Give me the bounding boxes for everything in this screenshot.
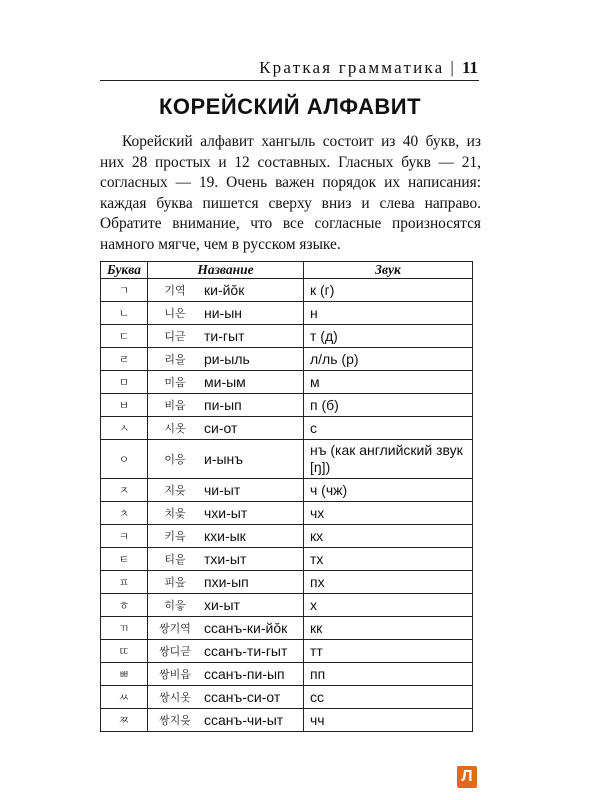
- page-title: КОРЕЙСКИЙ АЛФАВИТ: [158, 94, 422, 119]
- korean-name-cell: 쌍비읍: [148, 663, 203, 686]
- letter-cell: ㅈ: [101, 479, 148, 502]
- sound-cell: кх: [304, 525, 473, 548]
- name-cell: и-ынъ: [202, 440, 304, 479]
- table-row: [101, 502, 473, 525]
- name-cell: ми-ым: [202, 371, 304, 394]
- name-cell: ссанъ-си-от: [202, 686, 304, 709]
- name-cell: пхи-ып: [202, 571, 304, 594]
- letter-cell: ㄹ: [101, 348, 148, 371]
- letter-cell: ㄴ: [101, 302, 148, 325]
- table-row: [101, 709, 473, 732]
- name-cell: ки-йŏк: [202, 279, 304, 302]
- name-cell: чхи-ыт: [202, 502, 304, 525]
- running-head: [0, 58, 478, 78]
- korean-name-cell: 히읗: [148, 594, 203, 617]
- table-row: [101, 479, 473, 502]
- table-row: [101, 617, 473, 640]
- korean-name-cell: 이응: [148, 440, 203, 479]
- header-name: Название: [148, 262, 304, 279]
- table-header-row: [101, 262, 473, 279]
- table-row: [101, 371, 473, 394]
- sound-cell: сс: [304, 686, 473, 709]
- korean-name-cell: 쌍시옷: [148, 686, 203, 709]
- letter-cell: ㅆ: [101, 686, 148, 709]
- sound-cell: нъ (как английский звук [ŋ]): [304, 440, 473, 479]
- name-cell: тхи-ыт: [202, 548, 304, 571]
- name-cell: ри-ыль: [202, 348, 304, 371]
- letter-cell: ㅍ: [101, 571, 148, 594]
- letter-cell: ㅌ: [101, 548, 148, 571]
- sound-cell: кк: [304, 617, 473, 640]
- sound-cell: п (б): [304, 394, 473, 417]
- sound-cell: х: [304, 594, 473, 617]
- table-row: [101, 594, 473, 617]
- section-title: Краткая грамматика: [259, 58, 445, 77]
- header-separator: |: [450, 58, 456, 77]
- sound-cell: тт: [304, 640, 473, 663]
- page-number: 11: [461, 58, 478, 77]
- korean-name-cell: 티읕: [148, 548, 203, 571]
- korean-name-cell: 지읒: [148, 479, 203, 502]
- korean-name-cell: 미음: [148, 371, 203, 394]
- intro-paragraph: Корейский алфавит хангыль состоит из 40 букв, из них 28 простых и 12 составных. Гласных букв — 21, согласных — 19. Очень важен порядок их написания: каждая буква пишется сверху вниз и слева направо. Обратите внимание, что все согласные произносятся намного мягче, чем в русском языке.: [100, 133, 481, 253]
- letter-cell: ㅁ: [101, 371, 148, 394]
- korean-name-cell: 피읖: [148, 571, 203, 594]
- korean-name-cell: 디귿: [148, 325, 203, 348]
- name-cell: ссанъ-чи-ыт: [202, 709, 304, 732]
- letter-cell: ㅇ: [101, 440, 148, 479]
- korean-name-cell: 기역: [148, 279, 203, 302]
- name-cell: ни-ын: [202, 302, 304, 325]
- korean-name-cell: 키읔: [148, 525, 203, 548]
- name-cell: си-от: [202, 417, 304, 440]
- header-letter: Буква: [101, 262, 148, 279]
- name-cell: ссанъ-ти-гыт: [202, 640, 304, 663]
- sound-cell: л/ль (р): [304, 348, 473, 371]
- korean-name-cell: 쌍디귿: [148, 640, 203, 663]
- publisher-logo: Л: [457, 766, 477, 788]
- table-body: [101, 279, 473, 732]
- sound-cell: пх: [304, 571, 473, 594]
- sound-cell: тх: [304, 548, 473, 571]
- letter-cell: ㅎ: [101, 594, 148, 617]
- name-cell: хи-ыт: [202, 594, 304, 617]
- letter-cell: ㅋ: [101, 525, 148, 548]
- alphabet-table: [100, 261, 473, 732]
- header-sound: Звук: [304, 262, 473, 279]
- korean-name-cell: 쌍기역: [148, 617, 203, 640]
- table-row: [101, 640, 473, 663]
- korean-name-cell: 리을: [148, 348, 203, 371]
- korean-name-cell: 비읍: [148, 394, 203, 417]
- sound-cell: ч (чж): [304, 479, 473, 502]
- name-cell: ти-гыт: [202, 325, 304, 348]
- letter-cell: ㅅ: [101, 417, 148, 440]
- korean-name-cell: 쌍지읒: [148, 709, 203, 732]
- table-row: [101, 325, 473, 348]
- name-cell: ссанъ-пи-ып: [202, 663, 304, 686]
- table-row: [101, 571, 473, 594]
- letter-cell: ㄱ: [101, 279, 148, 302]
- sound-cell: с: [304, 417, 473, 440]
- sound-cell: чх: [304, 502, 473, 525]
- letter-cell: ㅉ: [101, 709, 148, 732]
- letter-cell: ㄲ: [101, 617, 148, 640]
- letter-cell: ㅂ: [101, 394, 148, 417]
- sound-cell: пп: [304, 663, 473, 686]
- table-row: [101, 548, 473, 571]
- name-cell: кхи-ык: [202, 525, 304, 548]
- sound-cell: к (г): [304, 279, 473, 302]
- table-row: [101, 302, 473, 325]
- table-row: [101, 525, 473, 548]
- letter-cell: ㄸ: [101, 640, 148, 663]
- table-row: [101, 417, 473, 440]
- korean-name-cell: 시옷: [148, 417, 203, 440]
- korean-name-cell: 치읓: [148, 502, 203, 525]
- letter-cell: ㅊ: [101, 502, 148, 525]
- name-cell: ссанъ-ки-йŏк: [202, 617, 304, 640]
- sound-cell: т (д): [304, 325, 473, 348]
- korean-name-cell: 니은: [148, 302, 203, 325]
- table-row: [101, 686, 473, 709]
- table-row: [101, 348, 473, 371]
- header-rule: [100, 80, 479, 81]
- table-row: [101, 663, 473, 686]
- table-row: [101, 394, 473, 417]
- table-row: [101, 440, 473, 479]
- table-row: [101, 279, 473, 302]
- name-cell: чи-ыт: [202, 479, 304, 502]
- name-cell: пи-ып: [202, 394, 304, 417]
- letter-cell: ㄷ: [101, 325, 148, 348]
- sound-cell: чч: [304, 709, 473, 732]
- sound-cell: м: [304, 371, 473, 394]
- sound-cell: н: [304, 302, 473, 325]
- letter-cell: ㅃ: [101, 663, 148, 686]
